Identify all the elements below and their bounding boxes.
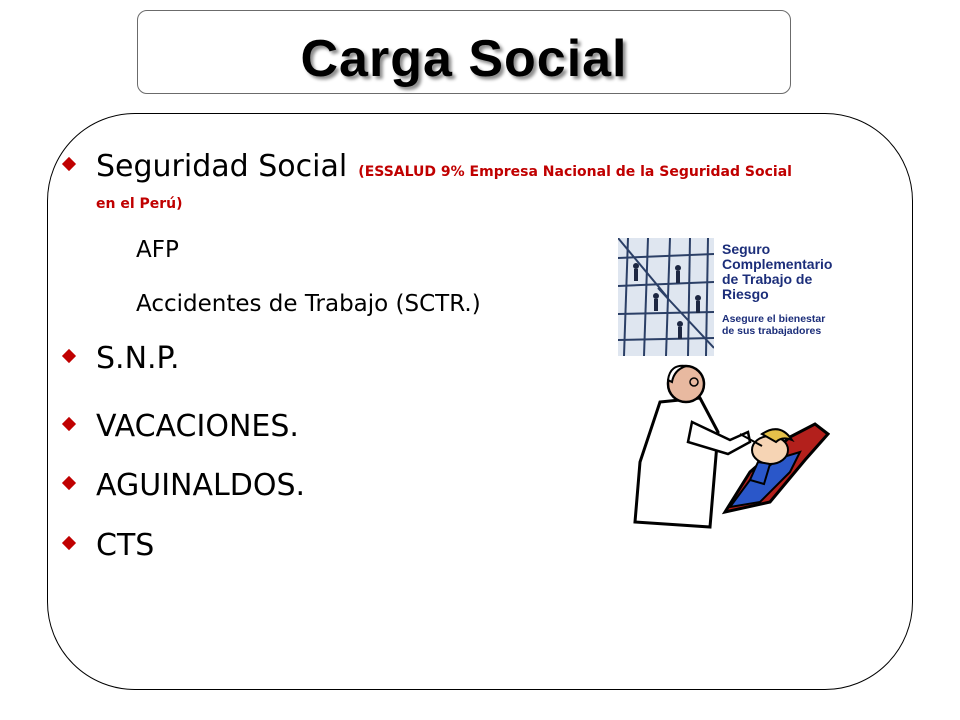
list-item-aguinaldos: AGUINALDOS. xyxy=(96,468,306,503)
ad-subtitle: Asegure el bienestar de sus trabajadores xyxy=(722,313,826,337)
item-label: Seguridad Social xyxy=(96,149,348,184)
item-note-line2: en el Perú) xyxy=(96,196,183,212)
ad-text xyxy=(722,242,842,337)
ad-title: Seguro Complementario de Trabajo de Riesgo xyxy=(722,241,833,302)
item-note-open: ( xyxy=(358,164,365,180)
slide-title: Carga Social xyxy=(300,30,628,88)
list-item-cts: CTS xyxy=(96,528,155,563)
dentist-patient-clipart xyxy=(630,362,830,532)
scaffold-workers-photo xyxy=(618,238,714,356)
list-subitem-afp: AFP xyxy=(136,237,179,263)
list-subitem-accidentes: Accidentes de Trabajo (SCTR.) xyxy=(136,291,481,317)
sctr-advertisement xyxy=(618,238,842,356)
list-item-seguridad-social xyxy=(96,149,792,184)
list-item-vacaciones: VACACIONES. xyxy=(96,409,299,444)
list-item-snp: S.N.P. xyxy=(96,341,180,376)
title-box xyxy=(137,10,791,94)
item-note-line1: ESSALUD 9% Empresa Nacional de la Seguridad Social xyxy=(364,164,792,180)
